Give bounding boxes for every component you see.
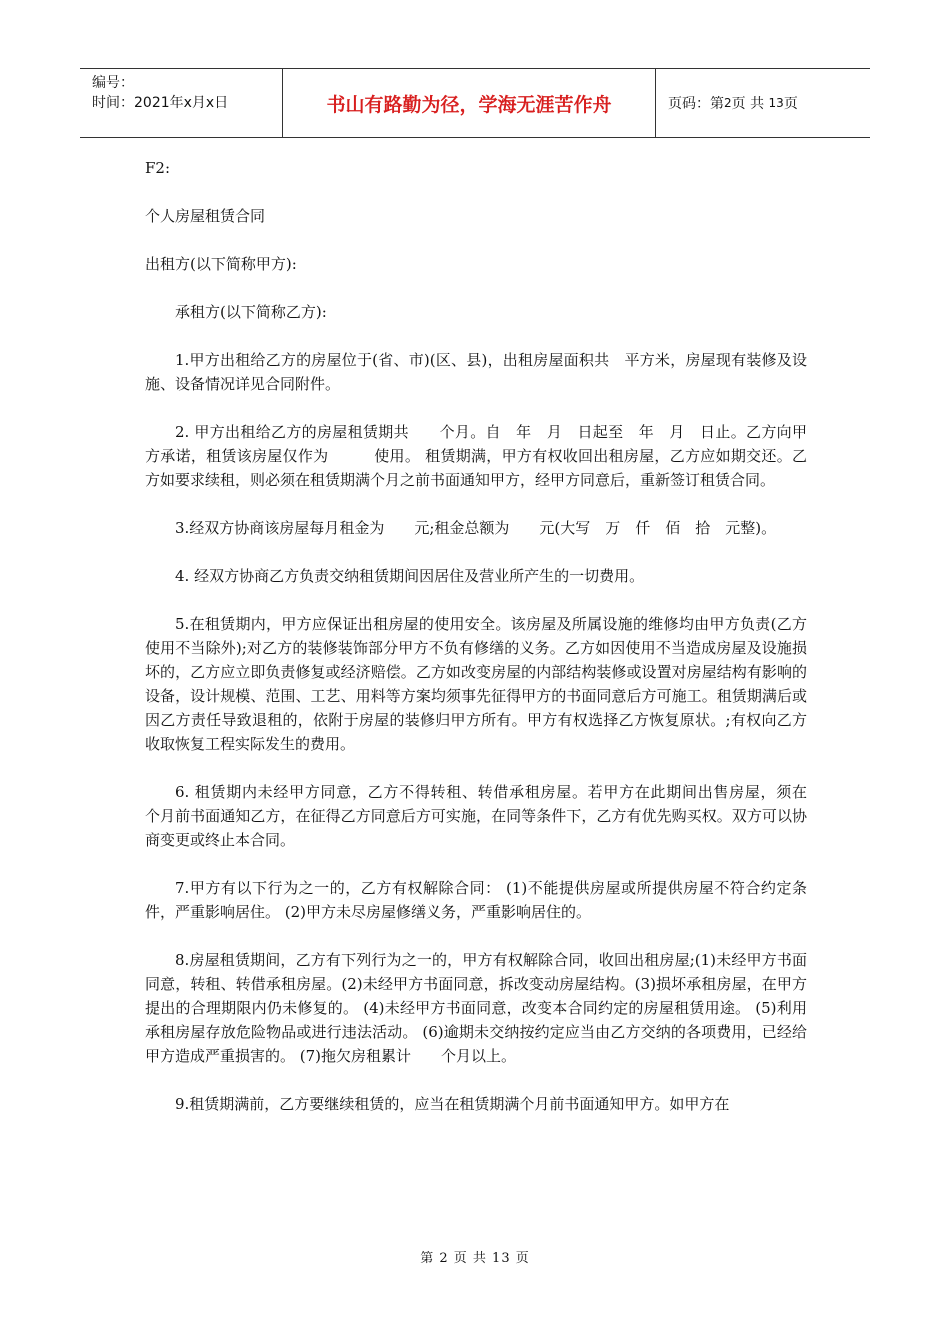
page-suffix: 页 xyxy=(783,96,798,112)
clause-5: 5.在租赁期内，甲方应保证出租房屋的使用安全。该房屋及所属设施的维修均由甲方负责(乙方使用不当除外);对乙方的装修装饰部分甲方不负有修缮的义务。乙方如因使用不当造成房屋及设施损坏的，乙方应立即负责修复或经济赔偿。乙方如改变房屋的内部结构装修或设置对房屋结构有影响的设备，设计规模、范围、工艺、用料等方案均须事先征得甲方的书面同意后方可施工。租赁期满后或因乙方责任导致退租的，依附于房屋的装修归甲方所有。甲方有权选择乙方恢复原状。;有权向乙方收取恢复工程实际发生的费用。 xyxy=(145,615,807,753)
clause-2: 2. 甲方出租给乙方的房屋租赁期共 个月。自 年 月 日起至 年 月 日止。乙方向甲方承诺，租赁该房屋仅作为 使用。 租赁期满，甲方有权收回出租房屋，乙方应如期交还。乙方如要求续租，则必须在租赁期满个月之前书面通知甲方，经甲方同意后，重新签订租赁合同。 xyxy=(145,423,807,489)
lessee-line: 承租方(以下简称乙方): xyxy=(175,303,327,321)
page-footer: 第 2 页 共 13 页 xyxy=(420,1251,530,1266)
clause-1: 1.甲方出租给乙方的房屋位于(省、市)(区、县)，出租房屋面积共 平方米，房屋现有装修及设施、设备情况详见合同附件。 xyxy=(145,351,807,393)
clause-9: 9.租赁期满前，乙方要继续租赁的，应当在租赁期满个月前书面通知甲方。如甲方在 xyxy=(175,1095,730,1113)
clause-6: 6. 租赁期内未经甲方同意，乙方不得转租、转借承租房屋。若甲方在此期间出售房屋，须在 个月前书面通知乙方，在征得乙方同意后方可实施，在同等条件下，乙方有优先购买权。双方可以协商变更或终止本合同。 xyxy=(145,783,838,849)
clause-4: 4. 经双方协商乙方负责交纳租赁期间因居住及营业所产生的一切费用。 xyxy=(175,567,645,585)
clause-3: 3.经双方协商该房屋每月租金为 元;租金总额为 元(大写 万 仟 佰 拾 元整)。 xyxy=(175,519,777,537)
document-body xyxy=(145,156,838,1116)
lessor-line: 出租方(以下简称甲方): xyxy=(145,255,297,273)
page-header xyxy=(80,68,870,138)
header-meta xyxy=(80,69,282,137)
document-title: 个人房屋租赁合同 xyxy=(145,207,266,225)
page-current: 2 xyxy=(724,96,732,110)
header-page-number xyxy=(656,69,870,137)
page-mid: 页 共 xyxy=(731,96,765,112)
clause-8: 8.房屋租赁期间，乙方有下列行为之一的，甲方有权解除合同，收回出租房屋;(1)未经甲方书面同意，转租、转借承租房屋。(2)未经甲方书面同意，拆改变动房屋结构。(3)损坏承租房屋，在甲方提出的合理期限内仍未修复的。 (4)未经甲方书面同意，改变本合同约定的房屋租赁用途。 (5)利用承租房屋存放危险物品或进行违法活动。 (6)逾期未交纳按约定应当由乙方交纳的各项费用，已经给甲方造成严重损害的。 (7)拖欠房租累计 个月以上。 xyxy=(145,951,807,1065)
document-date xyxy=(92,93,282,113)
page-prefix: 页码：第 xyxy=(668,96,724,112)
date-value: 2021年x月x日 xyxy=(134,95,229,111)
date-label: 时间： xyxy=(92,95,134,111)
document-code: F2: xyxy=(145,159,171,177)
clause-7: 7.甲方有以下行为之一的，乙方有权解除合同： (1)不能提供房屋或所提供房屋不符合约定条件，严重影响居住。 (2)甲方未尽房屋修缮义务，严重影响居住的。 xyxy=(145,879,807,921)
document-number-label: 编号： xyxy=(92,75,134,91)
header-motto: 书山有路勤为径，学海无涯苦作舟 xyxy=(282,69,656,137)
page-total: 13 xyxy=(768,96,784,110)
